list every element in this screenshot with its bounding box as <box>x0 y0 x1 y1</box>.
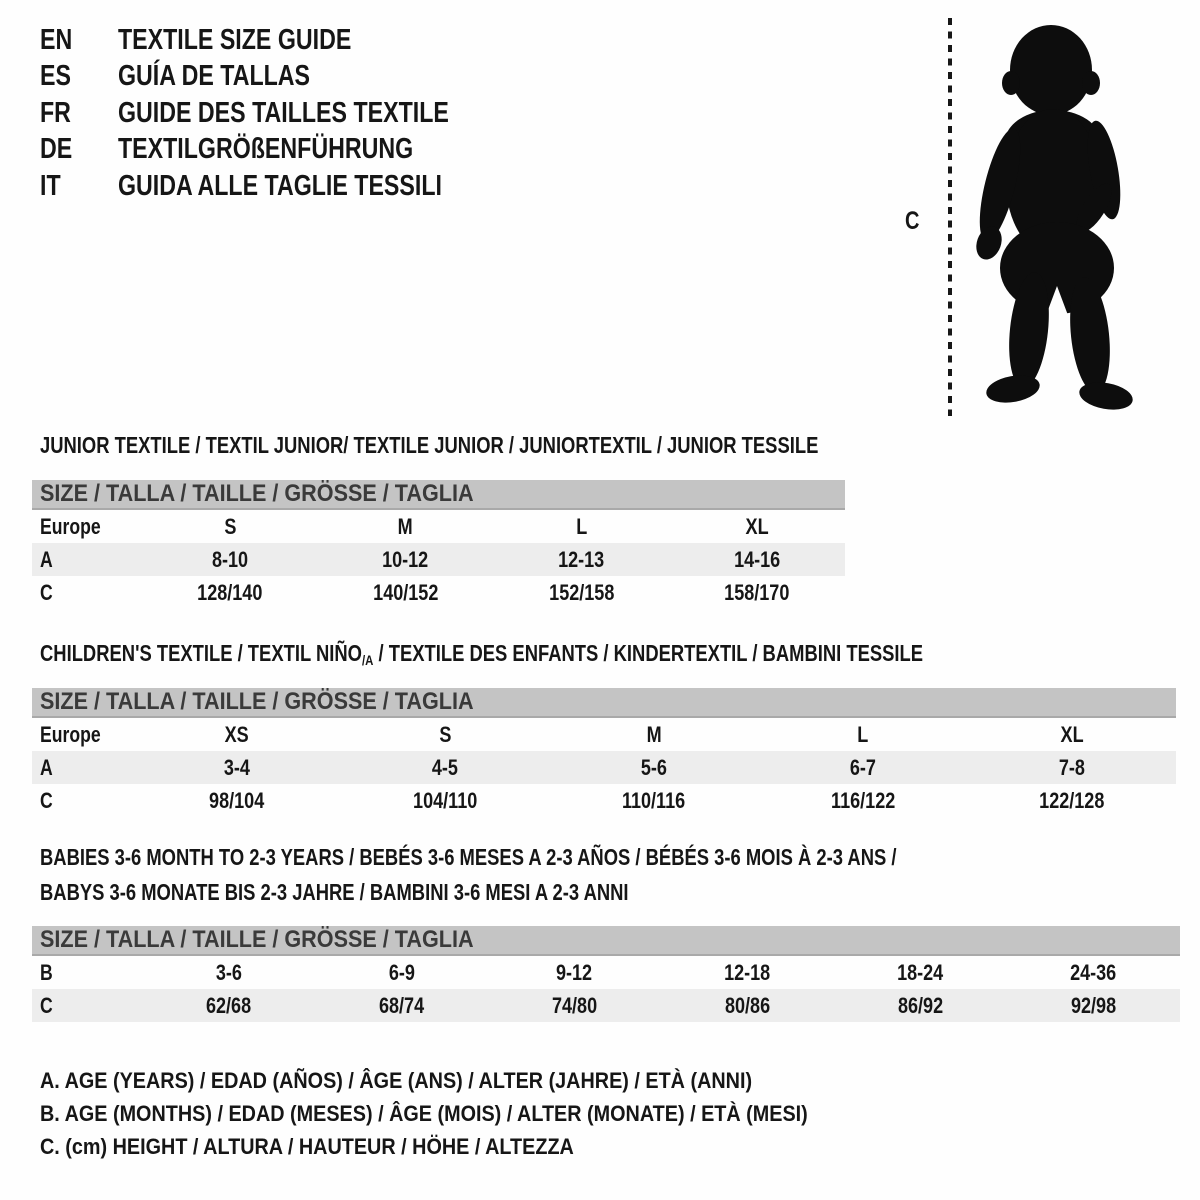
height-cell: 98/104 <box>208 787 264 813</box>
table-row-age <box>32 751 1176 784</box>
months-cell: 6-9 <box>388 959 415 985</box>
row-label: Europe <box>40 721 101 747</box>
lang-row-en <box>40 22 532 59</box>
children-size-table <box>32 688 1176 817</box>
junior-section-title: JUNIOR TEXTILE / TEXTIL JUNIOR/ TEXTILE JUNIOR / JUNIORTEXTIL / JUNIOR TESSILE <box>40 432 819 458</box>
table-row-europe <box>32 718 1176 751</box>
row-label: B <box>40 959 53 985</box>
height-cell: 140/152 <box>373 579 439 605</box>
age-cell: 8-10 <box>211 546 248 572</box>
lang-code: EN <box>40 23 73 56</box>
legend-height-cm: C. (cm) HEIGHT / ALTURA / HAUTEUR / HÖHE / ALTEZZA <box>40 1133 574 1159</box>
nino-a-subscript: /A <box>361 652 374 669</box>
age-cell: 7-8 <box>1058 754 1085 780</box>
age-cell: 12-13 <box>558 546 605 572</box>
lang-row-es <box>40 59 532 96</box>
row-label: C <box>40 579 53 605</box>
size-header-bar <box>32 926 1180 956</box>
babies-title-line2: BABYS 3-6 MONATE BIS 2-3 JAHRE / BAMBINI 3-6 MESI A 2-3 ANNI <box>40 879 629 905</box>
age-cell: 6-7 <box>849 754 876 780</box>
months-cell: 12-18 <box>724 959 771 985</box>
size-cell: XL <box>1060 721 1084 747</box>
children-section-title: CHILDREN'S TEXTILE / TEXTIL $NIÑO_{/A}$ / TEXTILE DES ENFANTS / KINDERTEXTIL / BAMBINI TESSILE <box>40 640 924 669</box>
height-cell: 110/116 <box>622 787 686 813</box>
row-label: C <box>40 992 53 1018</box>
age-cell: 10-12 <box>382 546 429 572</box>
size-cell: XS <box>224 721 249 747</box>
size-cell: M <box>646 721 662 747</box>
height-cell: 80/86 <box>724 992 771 1018</box>
size-cell: S <box>439 721 452 747</box>
size-cell: S <box>223 513 236 539</box>
guide-title-fr: GUIDE DES TAILLES TEXTILE <box>118 96 449 129</box>
legend-age-months: B. AGE (MONTHS) / EDAD (MESES) / ÂGE (MOIS) / ALTER (MONATE) / ETÀ (MESI) <box>40 1100 808 1126</box>
months-cell: 3-6 <box>215 959 242 985</box>
junior-size-table <box>32 480 845 609</box>
row-label: A <box>40 754 53 780</box>
months-cell: 9-12 <box>556 959 593 985</box>
height-cell: 74/80 <box>551 992 598 1018</box>
age-cell: 4-5 <box>432 754 459 780</box>
babies-size-table <box>32 926 1180 1022</box>
height-cell: 68/74 <box>378 992 425 1018</box>
row-label: Europe <box>40 513 101 539</box>
babies-title-line1: BABIES 3-6 MONTH TO 2-3 YEARS / BEBÉS 3-6 MESES A 2-3 AÑOS / BÉBÉS 3-6 MOIS À 2-3 ANS / <box>40 844 897 870</box>
row-label: C <box>40 787 53 813</box>
height-measure-label: C <box>905 207 920 235</box>
lang-code: IT <box>40 169 61 202</box>
height-cell: 152/158 <box>548 579 614 605</box>
height-cell: 92/98 <box>1070 992 1117 1018</box>
height-cell: 128/140 <box>197 579 263 605</box>
age-cell: 14-16 <box>734 546 781 572</box>
size-header-bar <box>32 688 1176 718</box>
size-cell: L <box>575 513 587 539</box>
height-cell: 158/170 <box>724 579 790 605</box>
guide-title-es: GUÍA DE TALLAS <box>118 60 311 93</box>
guide-title-en: TEXTILE SIZE GUIDE <box>118 23 352 56</box>
size-header-label: SIZE / TALLA / TAILLE / GRÖSSE / TAGLIA <box>40 926 474 953</box>
table-row-height <box>32 784 1176 817</box>
row-label: A <box>40 546 53 572</box>
table-row-months <box>32 956 1180 989</box>
height-cell: 122/128 <box>1038 787 1105 813</box>
guide-title-de: TEXTILGRÖßENFÜHRUNG <box>118 133 414 166</box>
height-cell: 104/110 <box>413 787 478 813</box>
table-row-age <box>32 543 845 576</box>
legend-age-years: A. AGE (YEARS) / EDAD (AÑOS) / ÂGE (ANS) / ALTER (JAHRE) / ETÀ (ANNI) <box>40 1067 753 1093</box>
height-measure-dashed-line <box>948 18 952 416</box>
age-cell: 3-4 <box>223 754 250 780</box>
size-header-label: SIZE / TALLA / TAILLE / GRÖSSE / TAGLIA <box>40 688 474 715</box>
lang-row-fr <box>40 95 532 132</box>
height-cell: 116/122 <box>830 787 895 813</box>
size-header-label: SIZE / TALLA / TAILLE / GRÖSSE / TAGLIA <box>40 480 474 507</box>
months-cell: 18-24 <box>897 959 944 985</box>
months-cell: 24-36 <box>1070 959 1117 985</box>
babies-section-title <box>40 840 1111 910</box>
height-cell: 62/68 <box>205 992 252 1018</box>
size-cell: XL <box>745 513 769 539</box>
table-row-height <box>32 989 1180 1022</box>
guide-title-it: GUIDA ALLE TAGLIE TESSILI <box>118 169 442 202</box>
size-cell: L <box>857 721 869 747</box>
lang-row-de <box>40 132 532 169</box>
height-cell: 86/92 <box>897 992 944 1018</box>
legend <box>40 1064 893 1163</box>
size-cell: M <box>398 513 414 539</box>
lang-code: DE <box>40 133 73 166</box>
language-title-block <box>40 22 532 205</box>
size-header-bar <box>32 480 845 510</box>
age-cell: 5-6 <box>640 754 668 780</box>
lang-code: ES <box>40 60 71 93</box>
lang-code: FR <box>40 96 71 129</box>
lang-row-it <box>40 168 532 205</box>
toddler-silhouette-icon <box>956 20 1146 420</box>
table-row-height <box>32 576 845 609</box>
table-row-europe <box>32 510 845 543</box>
